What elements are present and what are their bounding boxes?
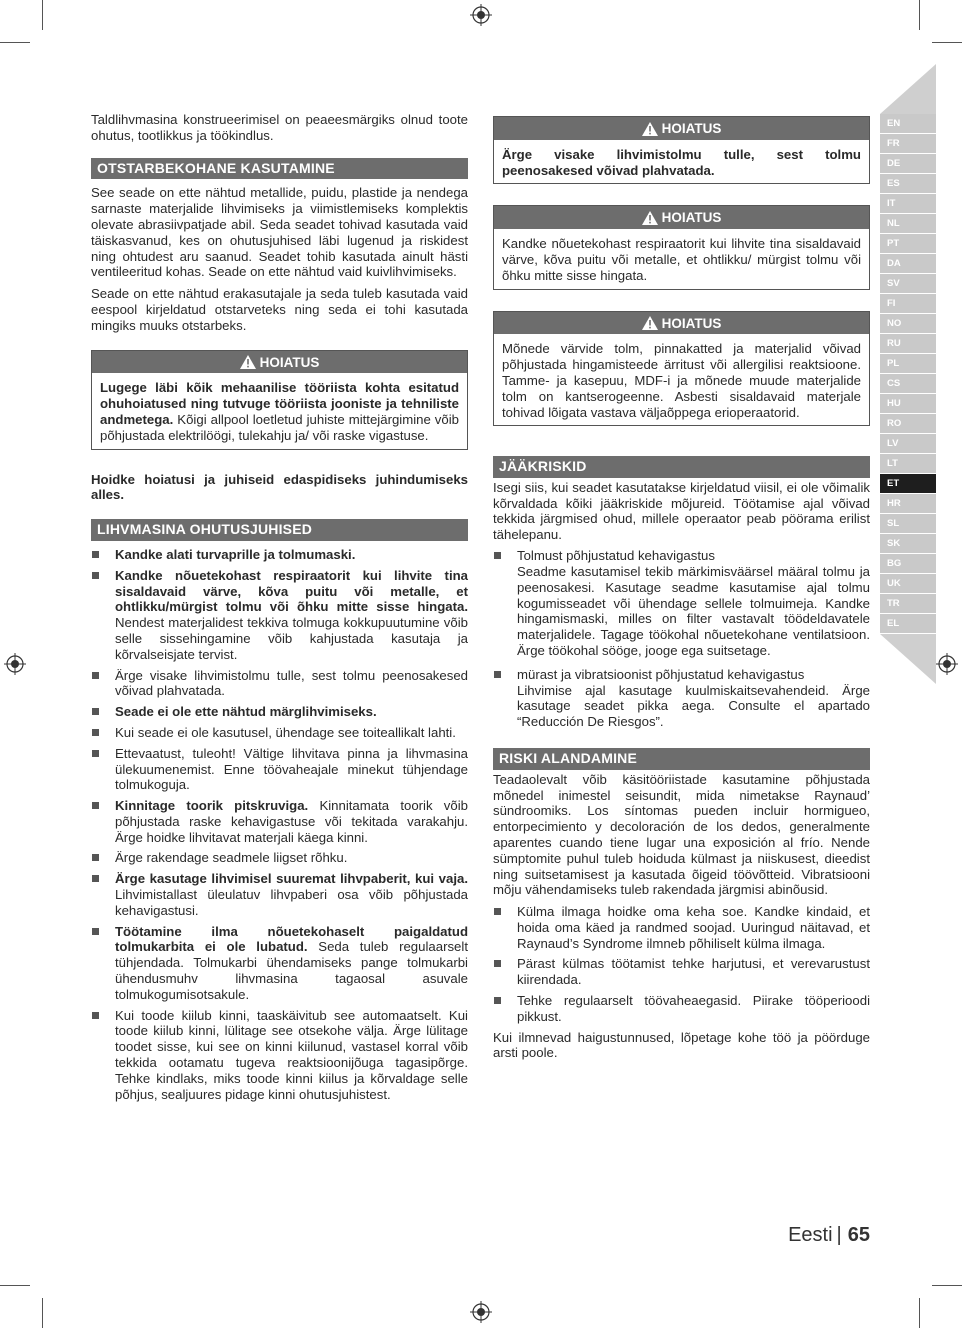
list-item: mürast ja vibratsioonist põhjustatud kehavigastus Lihvimise ajal kasutage kuulmiskaitsevahendeid. Ärge kasutage seadet pikka aega. Consulte el apartado “Reducción De Riesgos”. bbox=[493, 667, 870, 730]
warning-title: HOIATUS bbox=[661, 121, 722, 136]
language-tab-tr[interactable]: TR bbox=[880, 594, 936, 613]
language-tabs bbox=[880, 114, 936, 634]
list-item: Kandke alati turvaprille ja tolmumaski. bbox=[91, 547, 468, 563]
language-tab-lv[interactable]: LV bbox=[880, 434, 936, 453]
usage-paragraph-1: See seade on ette nähtud metallide, puidu, plastide ja nendega sarnaste materjalide lihvimiseks ja viimistlemiseks komplektis olevate abrasiivpatjade abil. Seda seadet tohivad kasutada vaid täiskasvanud, kes on ohutusjuhised läbi lugenud ja riskidest ning ohtudest aru saanud. Seadet tohib kasutada ainult hästi ventileeritud kohas. Seade on ette nähtud vaid kuivlihvimiseks. bbox=[91, 185, 468, 280]
language-tab-sl[interactable]: SL bbox=[880, 514, 936, 533]
warning-body: Lugege läbi kõik mehaanilise tööriista kohta esitatud ohuhoiatused ning tutvuge tööriista jooniste ja tehniliste andmetega. Kõigi allpool loetletud juhiste mittejärgimine võib põhjustada elektrilöögi, tulekahju ja/ või raske vigastuse. bbox=[100, 380, 459, 443]
warning-icon bbox=[642, 316, 658, 330]
language-tab-lt[interactable]: LT bbox=[880, 454, 936, 473]
language-tab-nl[interactable]: NL bbox=[880, 214, 936, 233]
language-tab-hr[interactable]: HR bbox=[880, 494, 936, 513]
registration-mark-icon bbox=[470, 4, 492, 26]
list-item: Kui toode kiilub kinni, taaskäivitub see automaatselt. Kui toode kiilub kinni, lülitage see otsekohe välja. Ärge lülitage toodet sisse, kui see on kinni kiilunud, vastasel korral võib tekkida ootamatu tugeva reaktsioonijõuga tagasipõrge. Tehke kindlaks, miks toode kinni kiilus ja kõrvaldage selle põhjus, sealjuures pidage kinni ohutusjuhistest. bbox=[91, 1008, 468, 1103]
list-item: Seade ei ole ette nähtud märglihvimiseks. bbox=[91, 704, 468, 720]
language-tab-en[interactable]: EN bbox=[880, 114, 936, 133]
risk-reduction-paragraph: Teadaolevalt võib käsitööriistade kasutamine põhjustada mõnedel inimestel seisundit, mida nimetakse Raynaud’ sündroomiks. Los síntomas pueden incluir hormigueo, entorpecimiento y decoloración de los dedos, generalmente aparentes cuando tiene lugar una exposición al frío. Nende sümptomite puhul tuleb hoiduda külmast ja niiskusest, dieedist ning suitsetamisest ja kasutada õigeid töövõtteid. Vibratsiooni mõju vähendamiseks tuleb rakendada järgmisi abinõusid. bbox=[493, 771, 870, 898]
page-footer bbox=[700, 1224, 870, 1246]
language-tab-ru[interactable]: RU bbox=[880, 334, 936, 353]
crop-mark bbox=[919, 0, 920, 30]
warning-title: HOIATUS bbox=[661, 210, 722, 226]
section-title-intended-use: OTSTARBEKOHANE KASUTAMINE bbox=[91, 158, 468, 180]
language-tab-es[interactable]: ES bbox=[880, 174, 936, 193]
warning-box-general bbox=[91, 350, 468, 450]
crop-mark bbox=[932, 1285, 962, 1286]
warning-header bbox=[494, 206, 869, 229]
warning-box-dust-hazard bbox=[493, 311, 870, 427]
language-tab-sv[interactable]: SV bbox=[880, 274, 936, 293]
list-item: Külma ilmaga hoidke oma keha soe. Kandke kindaid, et hoida oma käed ja randmed soojad. Uuringud näitavad, et Raynaud’s Syndrome ilmneb põhiliselt külma ilmaga. bbox=[493, 904, 870, 951]
warning-title: HOIATUS bbox=[661, 315, 722, 331]
list-item: Tehke regulaarselt töövaheaegasid. Piirake tööperioodi pikkust. bbox=[493, 993, 870, 1025]
list-item: Ärge kasutage lihvimisel suuremat lihvpaberit, kui vaja. Lihvimistallast üleulatuv lihvpaberi osa võib põhjustada kehavigastusi. bbox=[91, 871, 468, 918]
crop-mark bbox=[0, 42, 30, 43]
warning-icon bbox=[240, 355, 256, 369]
list-item: Ärge rakendage seadmele liigset rõhku. bbox=[91, 850, 468, 866]
warning-body: Ärge visake lihvimistolmu tulle, sest tolmu peenosakesed võivad plahvatada. bbox=[502, 146, 861, 178]
section-title-risk-reduction: RISKI ALANDAMINE bbox=[493, 748, 870, 770]
language-tab-no[interactable]: NO bbox=[880, 314, 936, 333]
warning-header bbox=[494, 117, 869, 140]
closing-paragraph: Kui ilmnevad haigustunnused, lõpetage kohe töö ja pöörduge arsti poole. bbox=[493, 1029, 870, 1061]
language-tab-uk[interactable]: UK bbox=[880, 574, 936, 593]
crop-mark bbox=[932, 42, 962, 43]
list-item: Tolmust põhjustatud kehavigastus Seadme kasutamisel tekib märkimisväärsel määral tolmu ja peenosakesi. Kasutage seadme kasutamise ajal tolmu kogumisseadet või ühendage sellele tolmuimeja. Kandke hingamismaski, milles on filter vastavalt töödeldavatele materjalidele. Tagage töökohal nõuetekohane ventilatsioon. Ärge töökohal sööge, jooge ega suitsetage. bbox=[493, 548, 870, 659]
language-tab-sk[interactable]: SK bbox=[880, 534, 936, 553]
language-tab-fi[interactable]: FI bbox=[880, 294, 936, 313]
crop-mark bbox=[919, 1298, 920, 1328]
registration-mark-icon bbox=[936, 653, 958, 675]
registration-mark-icon bbox=[4, 653, 26, 675]
warning-box-dust-fire bbox=[493, 116, 870, 184]
language-tab-bg[interactable]: BG bbox=[880, 554, 936, 573]
warning-title: HOIATUS bbox=[259, 354, 320, 370]
crop-mark bbox=[42, 0, 43, 30]
list-item: Kui seade ei ole kasutusel, ühendage see toiteallikalt lahti. bbox=[91, 725, 468, 741]
list-item: Pärast külmas töötamist tehke harjutusi, et verevarustust kiirendada. bbox=[493, 956, 870, 988]
list-item: Töötamine ilma nõuetekohaselt paigaldatud tolmukarbita ei ole lubatud. Seda tuleb regulaarselt tühjendada. Tolmukarbi ühendamiseks pange tolmukarbi ühendusmuhv lihvmasina tagaosal asuvale tolmukogumisotsakule. bbox=[91, 924, 468, 1003]
keep-instructions-note: Hoidke hoiatusi ja juhiseid edaspidiseks juhindumiseks alles. bbox=[91, 471, 468, 503]
language-tab-fr[interactable]: FR bbox=[880, 134, 936, 153]
section-title-safety: LIHVMASINA OHUTUSJUHISED bbox=[91, 519, 468, 541]
footer-language: Eesti bbox=[788, 1224, 833, 1246]
list-item: Ärge visake lihvimistolmu tulle, sest tolmu peenosakesed võivad plahvatada. bbox=[91, 668, 468, 700]
list-item: Ettevaatust, tuleoht! Vältige lihvitava pinna ja lihvmasina ülekuumenemist. Enne töövaheajale minekut tühjendage tolmukoguja. bbox=[91, 746, 468, 793]
list-item: Kinnitage toorik pitskruviga. Kinnitamata toorik võib põhjustada raske kehavigastuse või tekitada varakahju. Ärge hoidke lihvitavat materjali käega kinni. bbox=[91, 798, 468, 845]
section-title-residual-risks: JÄÄKRISKID bbox=[493, 456, 870, 478]
footer-separator: | bbox=[836, 1224, 842, 1246]
residual-list bbox=[493, 548, 870, 730]
residual-paragraph: Isegi siis, kui seadet kasutatakse kirjeldatud viisil, ei ole võimalik kõrvaldada kõiki jääkriskide mõjureid. Töötamise ajal võivad tekkida järgmised ohud, millele operaator peab pöörama erilist tähelepanu. bbox=[493, 480, 870, 542]
registration-mark-icon bbox=[470, 1301, 492, 1323]
warning-icon bbox=[642, 211, 658, 225]
crop-mark bbox=[0, 1285, 30, 1286]
intro-paragraph: Taldlihvmasina konstrueerimisel on peaeesmärgiks olnud toote ohutus, tootlikkus ja töökindlus. bbox=[91, 112, 468, 143]
crop-mark bbox=[42, 1298, 43, 1328]
language-tab-hu[interactable]: HU bbox=[880, 394, 936, 413]
language-tab-ro[interactable]: RO bbox=[880, 414, 936, 433]
language-tab-et[interactable]: ET bbox=[880, 474, 936, 493]
warning-body: Mõnede värvide tolm, pinnakatted ja materjalid võivad põhjustada hingamisteede ärritust või allergilisi reaktsioone. Tamme- ja kasepuu, MDF-i ja mõnede muude materjalide tolm on kantserogeenne. Asbesti sisaldavaid materjale tohivad lõigata vastava väljaõppega erioperaatorid. bbox=[502, 341, 861, 420]
language-tab-pl[interactable]: PL bbox=[880, 354, 936, 373]
warning-header bbox=[92, 351, 467, 374]
warning-body: Kandke nõuetekohast respiraatorit kui lihvite tina sisaldavaid värve, kõva puitu või metalle, et ohtlikku/ mürgist tolmu või õhku mitte sisse hingata. bbox=[502, 236, 861, 283]
list-item: Kandke nõuetekohast respiraatorit kui lihvite tina sisaldavaid värve, kõva puitu või metalle, et ohtlikku/mürgist tolmu või õhku mitte sisse hingata. Nendest materjalidest tekkiva tolmuga kokkupuutumine võib selle sissehingamine võib kahjustada kasutaja ja kõrvalseisjate tervist. bbox=[91, 568, 468, 663]
language-tab-it[interactable]: IT bbox=[880, 194, 936, 213]
language-tab-cs[interactable]: CS bbox=[880, 374, 936, 393]
warning-icon bbox=[642, 122, 658, 136]
right-column bbox=[493, 116, 870, 1067]
page-number: 65 bbox=[847, 1224, 870, 1246]
risk-reduction-list bbox=[493, 904, 870, 1025]
language-tab-pt[interactable]: PT bbox=[880, 234, 936, 253]
left-column bbox=[91, 112, 468, 1107]
language-tab-da[interactable]: DA bbox=[880, 254, 936, 273]
language-tab-de[interactable]: DE bbox=[880, 154, 936, 173]
usage-paragraph-2: Seade on ette nähtud erakasutajale ja seda tuleb kasutada vaid eespool kirjeldatud otstarveteks ning seda ei tohi kasutada mingiks muuks otstarbeks. bbox=[91, 286, 468, 333]
warning-box-respirator bbox=[493, 205, 870, 289]
safety-list bbox=[91, 547, 468, 1103]
warning-header bbox=[494, 312, 869, 335]
language-tab-el[interactable]: EL bbox=[880, 614, 936, 633]
